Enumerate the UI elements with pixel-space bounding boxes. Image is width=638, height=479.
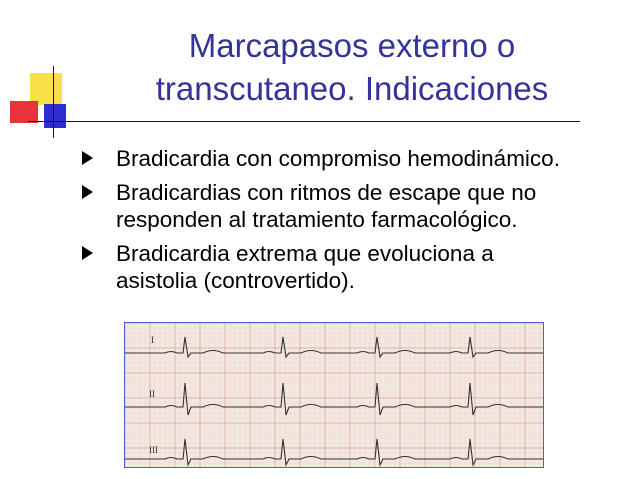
ecg-strip-image — [124, 322, 544, 468]
decor-red-square — [10, 101, 38, 123]
lead-label-i: I — [151, 335, 154, 345]
bullet-item — [82, 179, 622, 233]
lead-label-iii: III — [149, 445, 158, 455]
bullet-arrow-icon — [82, 246, 93, 260]
bullet-text: responden al tratamiento farmacológico. — [116, 207, 518, 232]
slide-title — [112, 24, 592, 110]
bullet-item — [82, 240, 622, 294]
bullet-text: Bradicardia con compromiso hemodinámico. — [116, 146, 560, 171]
decor-blue-square — [44, 104, 66, 128]
bullet-arrow-icon — [82, 185, 93, 199]
slide-title-line-2: transcutaneo. Indicaciones — [155, 70, 549, 107]
bullet-list — [82, 145, 622, 301]
decor-vertical-line — [53, 66, 54, 138]
slide-title-line-1: Marcapasos externo o — [188, 27, 516, 64]
decor-horizontal-line — [28, 121, 580, 122]
bullet-arrow-icon — [82, 151, 93, 165]
bullet-item — [82, 145, 622, 172]
bullet-text: asistolia (controvertido). — [116, 268, 355, 293]
bullet-text: Bradicardia extrema que evoluciona a — [116, 241, 494, 266]
bullet-text: Bradicardias con ritmos de escape que no — [116, 180, 537, 205]
ecg-tracing — [125, 323, 543, 467]
lead-label-ii: II — [149, 389, 155, 399]
ecg-trace-lead-i — [125, 337, 543, 357]
ecg-trace-lead-ii — [125, 383, 543, 415]
